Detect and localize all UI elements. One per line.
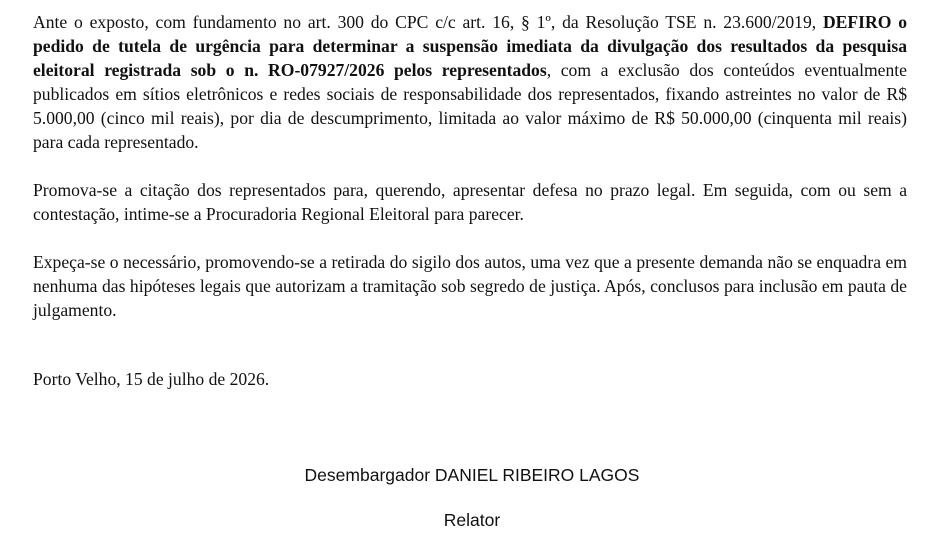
document-body xyxy=(33,10,907,391)
date-line: Porto Velho, 15 de julho de 2026. xyxy=(33,369,270,389)
paragraph-secrecy: Expeça-se o necessário, promovendo-se a retirada do sigilo dos autos, uma vez que a presente demanda não se enquadra em nenhuma das hipóteses legais que autorizam a tramitação sob segredo de justiça. Após, conclusos para inclusão em pauta de julgamento. xyxy=(33,252,907,320)
decision-text-intro: Ante o exposto, com fundamento no art. 300 do CPC c/c art. 16, § 1º, da Resolução TSE n. 23.600/2019, xyxy=(33,12,823,32)
decision-verdict: DEFIRO xyxy=(822,12,892,32)
decision-order-bold: o pedido de tutela de urgência para determinar a suspensão imediata da divulgação dos resultados da pesquisa eleitoral registrada sob o n. RO-07927/2026 pelos representados xyxy=(33,12,907,80)
paragraph-citation: Promova-se a citação dos representados para, querendo, apresentar defesa no prazo legal. Em seguida, com ou sem a contestação, intime-se a Procuradoria Regional Eleitoral para parecer. xyxy=(33,180,907,224)
paragraph-decision xyxy=(33,10,907,154)
signature-role: Relator xyxy=(443,510,501,530)
signature-name: Desembargador DANIEL RIBEIRO LAGOS xyxy=(304,465,640,485)
decision-text-rest: , com a exclusão dos conteúdos eventualmente publicados em sítios eletrônicos e redes sociais de responsabilidade dos representados, fixando astreintes no valor de R$ 5.000,00 (cinco mil reais), por dia de descumprimento, limitada ao valor máximo de R$ 50.000,00 (cinquenta mil reais) para cada representado. xyxy=(33,60,907,152)
